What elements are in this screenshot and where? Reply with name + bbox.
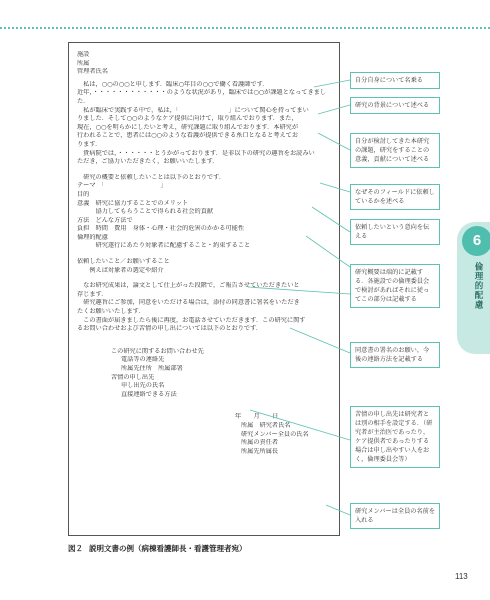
doc-line: 行われることで，患者には○○のような看護が提供できる糸口となると考えてお — [77, 132, 299, 140]
doc-line: 電話等の連絡先 — [121, 356, 165, 364]
doc-signature: 研究メンバー全員の氏名 — [241, 430, 309, 438]
doc-line: ただき，ご協力いただきたく，お願いいたします． — [77, 158, 219, 166]
callout-significance: 自分が検討してきた本研究の課題，研究をすることの意義，貢献について述べる — [350, 133, 440, 168]
callout-complaints: 苦情の申し出先は研究者とは別の相手を設定する．（研究者が主治医であったり，ケア提供者であったりする場合は申し出やすい人をおく，倫理委員会等） — [350, 406, 440, 468]
figure-caption-text: 説明文書の例（病棟看護師長・看護管理者宛） — [89, 544, 247, 553]
doc-line: なお研究成果は，論文として仕上がった段階で，ご報告させていただきたいと — [77, 282, 300, 290]
doc-line: 貴病院では，・・・・・・とうかがっております．是非以下の研究の趣旨をお読みい — [77, 149, 315, 157]
doc-line: 例えば対象者の選定や紹介 — [77, 266, 164, 274]
doc-line: るお問い合わせおよび苦情の申し出については以下のとおりです． — [77, 325, 263, 333]
callout-field-reason: なぜそのフィールドに依頼しているかを述べる — [350, 184, 440, 210]
doc-line: 現在，○○を明らかにしたいと考え，研究課題に取り組んでおります．本研究が — [77, 123, 299, 131]
doc-line: 依頼したいこと／お願いすること — [77, 258, 170, 266]
doc-line: 所属先住所 所属部署 — [121, 365, 183, 372]
doc-line: 研究の概要と依頼したいことは以下のとおりです． — [77, 173, 226, 181]
callout-members: 研究メンバーは全員の名前を入れる — [350, 503, 440, 529]
doc-line: 倫理的配慮 — [77, 233, 108, 241]
doc-signature: 所属の責任者 — [241, 439, 279, 447]
doc-line: 存じます． — [77, 290, 108, 298]
doc-line: たくお願いいたします． — [77, 308, 145, 316]
doc-line: 協力してもらうことで得られる社会的貢献 — [77, 208, 214, 216]
doc-line: 意義 研究に協力することでのメリット — [77, 199, 189, 207]
figure-caption — [68, 543, 247, 554]
doc-line: た． — [77, 97, 90, 105]
doc-signature: 所属先所属長 — [241, 447, 279, 455]
doc-line: 目的 — [77, 190, 90, 198]
doc-line: 私が臨床で実践する中で，私は，「 」について関心を持ってまい — [77, 106, 309, 114]
doc-signature: 所属 研究者氏名 — [241, 421, 291, 429]
doc-line: 苦情の申し出先 — [111, 373, 155, 381]
doc-line: ります． — [77, 140, 102, 148]
doc-line: 近年，・・・・・・・・・・・・のような状況があり，臨床では○○が課題となってきまし — [77, 89, 327, 97]
chapter-title: 倫理的配慮 — [473, 262, 483, 310]
callout-request-intent: 依頼したいという意向を伝える — [350, 219, 440, 245]
doc-line: 所属 — [77, 59, 90, 67]
doc-line: テーマ 「 」 — [77, 182, 167, 190]
doc-line: 管理者氏名 — [77, 68, 108, 76]
doc-line: 方法 どんな方法で — [77, 216, 133, 224]
figure-label: 図２ — [68, 544, 83, 553]
doc-line: 研究趣旨にご参加，同意をいただける場合は，添付の同意書に署名をいただき — [77, 299, 300, 307]
doc-line: 申し出先の氏名 — [121, 382, 165, 390]
doc-line: 負担 時間 費用 身体・心理・社会的危害のかかる可能性 — [77, 225, 245, 233]
doc-line: 研究遂行にあたり対象者に配慮すること・約束すること — [77, 242, 251, 250]
callout-self-intro: 自分自身について名乗る — [350, 72, 440, 89]
doc-line: 直接連絡できる方法 — [121, 390, 177, 398]
chapter-number: 6 — [462, 226, 490, 256]
callout-consent: 同意書の署名のお願い，今後の連絡方法を記載する — [350, 342, 440, 368]
doc-line: この研究に関するお問い合わせ先 — [111, 347, 204, 355]
doc-line: この書面が届きましたら後に再度，お電話させていただきます．この研究に関す — [77, 316, 306, 324]
doc-date: 年 月 日 — [235, 413, 279, 421]
callout-research-overview: 研究概要は端的に記載する．各施設での倫理委員会で検討があればそれに従ってこの部分は記載する — [350, 264, 440, 308]
doc-line: りました．そして○○のようなケア提供に向けて，取り組んでおります．また， — [77, 115, 298, 123]
callout-background: 研究の背景について述べる — [350, 97, 440, 114]
doc-line: 私は，○○の○○と申します．臨床○年目の○○で働く看護師です． — [77, 80, 269, 88]
doc-line: 施設 — [77, 51, 90, 58]
page-number: 113 — [455, 572, 468, 581]
